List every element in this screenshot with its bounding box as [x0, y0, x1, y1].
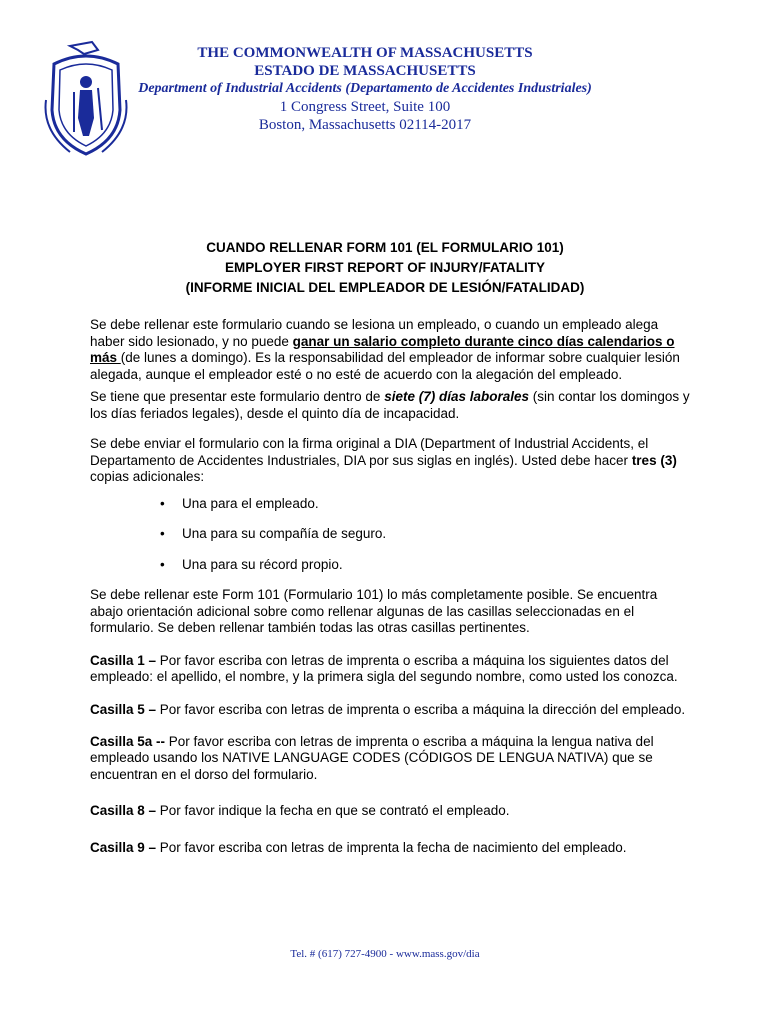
para1-underlined: ganar un salario completo durante cinco días calendarios o más — [90, 333, 675, 365]
para3-text-b: copias adicionales: — [90, 469, 205, 484]
street-address: 1 Congress Street, Suite 100 — [279, 99, 451, 115]
paragraph-send-form — [90, 436, 690, 486]
bullet: • — [160, 495, 165, 511]
paragraph-when-to-file — [90, 317, 690, 383]
casilla-8 — [90, 803, 690, 820]
letterhead-line-2: ESTADO DE MASSACHUSETTS — [254, 63, 476, 79]
casilla-label: Casilla 8 – — [90, 803, 157, 818]
paragraph-deadline — [90, 389, 690, 422]
para2-emphasis: siete (7) días laborales — [384, 389, 530, 404]
title-line-1: CUANDO RELLENAR FORM 101 (EL FORMULARIO 101) — [206, 240, 564, 255]
city-address: Boston, Massachusetts 02114-2017 — [258, 117, 472, 133]
para1-text-a: Se debe rellenar este formulario cuando se lesiona un empleado, o cuando un empleado alega haber sido lesionado, y no puede — [90, 317, 659, 349]
title-line-3: (INFORME INICIAL DEL EMPLEADOR DE LESIÓN/FATALIDAD) — [185, 280, 585, 295]
para1-text-b: (de lunes a domingo). Es la responsabilidad del empleador de informar sobre cualquier lesión alegada, aunque el empleador esté o no esté de acuerdo con la alegación del empleado. — [90, 350, 680, 382]
list-item-text: Una para su récord propio. — [182, 556, 343, 572]
casilla-text: Por favor escriba con letras de imprenta o escriba a máquina los siguientes datos del empleado: el apellido, el nombre, y la primera sigla del segundo nombre, como usted los conozca. — [90, 652, 678, 684]
casilla-5 — [90, 700, 690, 720]
paragraph-guidance: Se debe rellenar este Form 101 (Formulario 101) lo más completamente posible. Se encuentra abajo orientación adicional sobre como rellenar algunas de las casillas seleccionadas en el formulario. Se deben rellenar también todas las otras casillas pertinentes. — [90, 587, 658, 635]
massachusetts-seal-icon — [40, 40, 132, 158]
casilla-text: Por favor escriba con letras de imprenta o escriba a máquina la dirección del empleado. — [156, 701, 686, 717]
list-item-text: Una para su compañía de seguro. — [182, 526, 387, 541]
letterhead-line-1: THE COMMONWEALTH OF MASSACHUSETTS — [197, 45, 533, 61]
casilla-label: Casilla 5a -- — [90, 733, 166, 749]
casilla-label: Casilla 5 – — [90, 701, 157, 717]
casilla-text: Por favor indique la fecha en que se contrató el empleado. — [156, 803, 510, 818]
bullet: • — [160, 526, 165, 541]
casilla-label: Casilla 9 – — [90, 839, 157, 855]
casilla-9 — [90, 840, 690, 857]
casilla-label: Casilla 1 – — [90, 652, 157, 668]
bullet: • — [160, 556, 165, 572]
footer-contact: Tel. # (617) 727-4900 - www.mass.gov/dia — [290, 948, 480, 960]
list-item — [160, 526, 690, 543]
title-line-2: EMPLOYER FIRST REPORT OF INJURY/FATALITY — [224, 260, 545, 275]
para3-text-a: Se debe enviar el formulario con la firma original a DIA (Department of Industrial Accidents, el Departamento de Accidentes Industriales, DIA por sus siglas en inglés). Usted debe hacer — [90, 436, 649, 468]
list-item — [160, 496, 690, 513]
para2-text-b: (sin contar los domingos y los días feriados legales), desde el quinto día de incapacidad. — [90, 389, 690, 421]
document-body — [90, 317, 690, 870]
para3-bold: tres (3) — [631, 452, 677, 468]
para2-text-a: Se tiene que presentar este formulario dentro de — [90, 389, 385, 404]
letterhead — [130, 44, 600, 134]
list-item-text: Una para el empleado. — [182, 495, 319, 511]
casilla-5a — [90, 734, 690, 784]
casilla-1 — [90, 653, 690, 686]
casilla-text: Por favor escriba con letras de imprenta o escriba a máquina la lengua nativa del empleado usando los NATIVE LANGUAGE CODES (CÓDIGOS DE LENGUA NATIVA) que se encuentran en el dorso del formulario. — [90, 733, 654, 782]
casilla-text: Por favor escriba con letras de imprenta la fecha de nacimiento del empleado. — [156, 839, 627, 855]
document-title — [90, 238, 680, 298]
department-name: Department of Industrial Accidents (Departamento de Accidentes Industriales) — [138, 81, 592, 96]
list-item — [160, 557, 690, 574]
copies-list — [90, 496, 690, 574]
